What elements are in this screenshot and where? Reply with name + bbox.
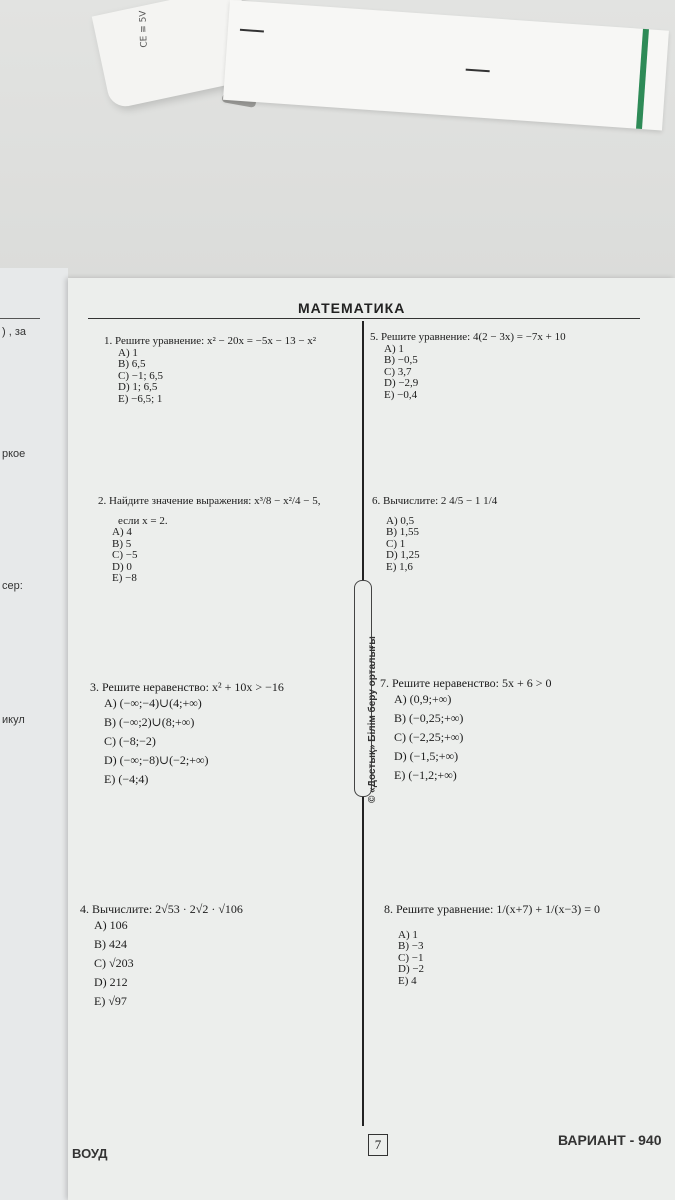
question-4: [80, 904, 243, 1011]
left-page-rule: [0, 318, 40, 319]
question-5: [370, 332, 566, 401]
question-prompt: 5. Решите уравнение: 4(2 − 3x) = −7x + 10: [370, 331, 566, 343]
question-3: [90, 682, 284, 789]
answer-option: A) 1: [118, 346, 138, 359]
question-prompt: 4. Вычислите: 2√53 · 2√2 · √106: [80, 902, 243, 916]
answer-option: A) 4: [112, 526, 132, 538]
answer-option: C) 1: [386, 537, 406, 550]
left-fragment: сер:: [2, 580, 23, 592]
answer-option: D) 1; 6,5: [118, 381, 158, 393]
card-stripe: [636, 29, 649, 129]
question-8: [384, 904, 600, 987]
answer-option: B) 1,55: [386, 526, 419, 538]
answer-option: C) √203: [94, 955, 134, 970]
answer-option: C) 3,7: [384, 365, 412, 378]
answer-option: E) (−1,2;+∞): [394, 767, 457, 782]
answer-option: D) 1,25: [386, 549, 420, 561]
answer-option: C) −1: [398, 951, 424, 964]
answer-option: B) −0,5: [384, 354, 418, 366]
card-mark: [466, 69, 490, 73]
answer-option: E) (−4;4): [104, 771, 149, 786]
answer-option: B) 6,5: [118, 358, 146, 370]
charger-markings: CE ≡ 5V: [138, 10, 150, 48]
answer-option: A) 106: [94, 917, 128, 932]
question-2: [98, 496, 320, 585]
answer-option: D) 0: [112, 560, 132, 573]
answer-option: B) 5: [112, 537, 132, 550]
question-prompt: 8. Решите уравнение: 1/(x+7) + 1/(x−3) = 0: [384, 902, 601, 916]
question-prompt: 7. Решите неравенство: 5x + 6 > 0: [380, 676, 552, 690]
answer-option: C) (−2,25;+∞): [394, 729, 464, 744]
side-label: © «Достық» Білім беру орталығы: [367, 636, 378, 803]
answer-option: B) −3: [398, 940, 424, 952]
answer-option: E) √97: [94, 993, 127, 1008]
answer-option: B) (−0,25;+∞): [394, 710, 464, 725]
question-6: [372, 496, 497, 573]
answer-option: E) 1,6: [386, 560, 413, 573]
answer-option: B) (−∞;2)∪(8;+∞): [104, 714, 195, 729]
answer-option: D) 212: [94, 974, 128, 989]
question-condition: если x = 2.: [118, 514, 168, 527]
header-rule: [88, 318, 640, 319]
answer-option: A) (0,9;+∞): [394, 691, 452, 706]
question-prompt: 6. Вычислите: 2 4/5 − 1 1/4: [372, 495, 498, 507]
left-fragment: икул: [2, 714, 25, 726]
answer-option: C) −5: [112, 549, 138, 561]
answer-option: C) (−8;−2): [104, 733, 156, 748]
left-fragment: ркое: [2, 448, 26, 460]
answer-option: E) 4: [398, 974, 417, 987]
test-page: [68, 278, 675, 1200]
page-number: 7: [368, 1134, 388, 1156]
page-title: МАТЕМАТИКА: [298, 300, 406, 316]
question-prompt: 1. Решите уравнение: x² − 20x = −5x − 13 − x²: [104, 335, 317, 347]
answer-option: B) 424: [94, 936, 127, 951]
answer-option: A) (−∞;−4)∪(4;+∞): [104, 695, 202, 710]
card-mark: [240, 29, 264, 33]
answer-option: D) (−1,5;+∞): [394, 748, 459, 763]
left-page: [0, 268, 68, 1200]
footer-label: ВОУД: [72, 1146, 108, 1161]
variant-label: ВАРИАНТ - 940: [558, 1132, 662, 1148]
answer-option: A) 1: [384, 342, 404, 355]
answer-option: D) −2,9: [384, 377, 419, 389]
question-prompt: 3. Решите неравенство: x² + 10x > −16: [90, 680, 284, 694]
question-1: [104, 336, 316, 405]
answer-option: E) −0,4: [384, 388, 418, 401]
answer-option: E) −6,5; 1: [118, 392, 163, 405]
question-7: [380, 678, 552, 785]
answer-option: A) 0,5: [386, 514, 415, 527]
left-fragment: ) , за: [2, 326, 26, 338]
answer-option: E) −8: [112, 572, 137, 584]
answer-option: C) −1; 6,5: [118, 369, 164, 382]
answer-option: D) (−∞;−8)∪(−2;+∞): [104, 752, 209, 767]
answer-option: D) −2: [398, 963, 425, 975]
answer-option: A) 1: [398, 928, 418, 941]
question-prompt: 2. Найдите значение выражения: x³/8 − x²/4 − 5,: [98, 495, 321, 507]
